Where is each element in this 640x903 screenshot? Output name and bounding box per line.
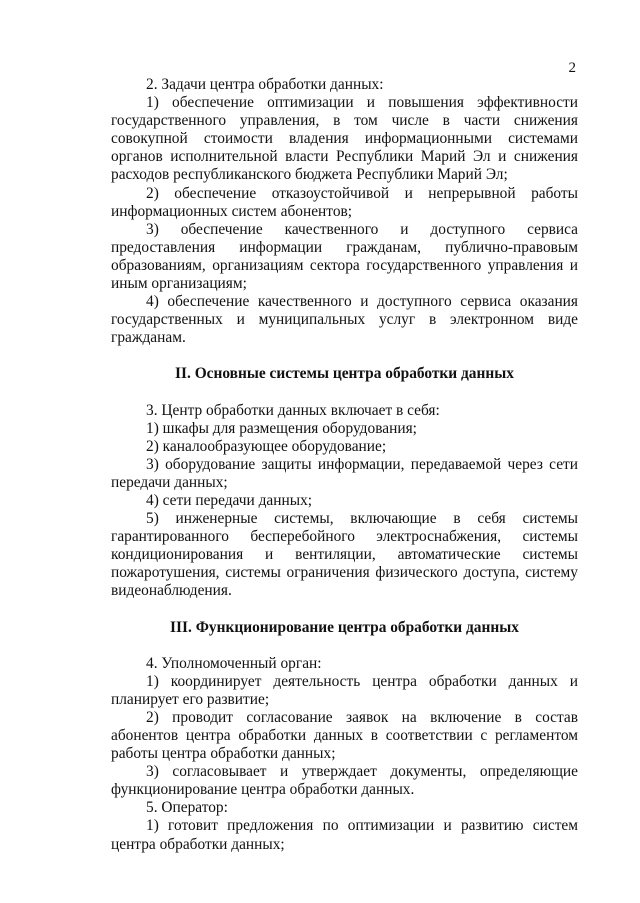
spacer	[111, 601, 578, 619]
para-2: 2. Задачи центра обработки данных:	[146, 76, 384, 93]
para-4-1: 1) координирует деятельность центра обработки данных и планирует его развитие;	[111, 672, 578, 708]
para-4-3: 3) согласовывает и утверждает документы, определяющие функционирование центра обработки данных.	[111, 763, 578, 799]
para-5-1: 1) готовит предложения по оптимизации и развитию систем центра обработки данных;	[111, 817, 578, 853]
para-3-4: 4) сети передачи данных;	[146, 491, 313, 509]
para-4-2: 2) проводит согласование заявок на включение в состав абонентов центра обработки данных в соответствии с регламентом работы центра обработки данных;	[111, 708, 578, 763]
para-4: 4. Уполномоченный орган:	[146, 654, 322, 672]
para-2-4: 4) обеспечение качественного и доступного сервиса оказания государственных и муниципальных услуг в электронном виде гражданам.	[111, 293, 578, 347]
document-body	[111, 76, 578, 854]
para-3-5: 5) инженерные системы, включающие в себя системы гарантированного бесперебойного электроснабжения, системы кондиционирования и вентиляции, автоматические системы пожаротушения, системы ограничения физического доступа, систему видеонаблюдения.	[111, 510, 578, 600]
spacer	[111, 384, 578, 402]
para-2-3: 3) обеспечение качественного и доступного сервиса предоставления информации гражданам, публично-правовым образованиям, организациям сектора государственного управления и иным организациям;	[111, 220, 578, 293]
spacer	[111, 637, 578, 655]
para-3: 3. Центр обработки данных включает в себя:	[146, 401, 440, 419]
page-number: 2	[568, 60, 576, 76]
section-heading-2: II. Основные системы центра обработки данных	[175, 365, 514, 383]
para-2-2: 2) обеспечение отказоустойчивой и непрерывной работы информационных систем абонентов;	[111, 184, 578, 220]
para-2-1: 1) обеспечение оптимизации и повышения эффективности государственного управления, в том числе в части снижения совокупной стоимости владения информационными системами органов исполнительной власти Республики Марий Эл и снижения расходов республиканского бюджета Республики Марий Эл;	[111, 94, 578, 184]
para-5: 5. Оператор:	[146, 799, 228, 817]
para-3-2: 2) каналообразующее оборудование;	[146, 437, 387, 455]
section-heading-3: III. Функционирование центра обработки данных	[170, 618, 519, 636]
para-3-3: 3) оборудование защиты информации, передаваемой через сети передачи данных;	[111, 455, 578, 491]
spacer	[111, 347, 578, 365]
para-3-1: 1) шкафы для размещения оборудования;	[146, 419, 417, 437]
